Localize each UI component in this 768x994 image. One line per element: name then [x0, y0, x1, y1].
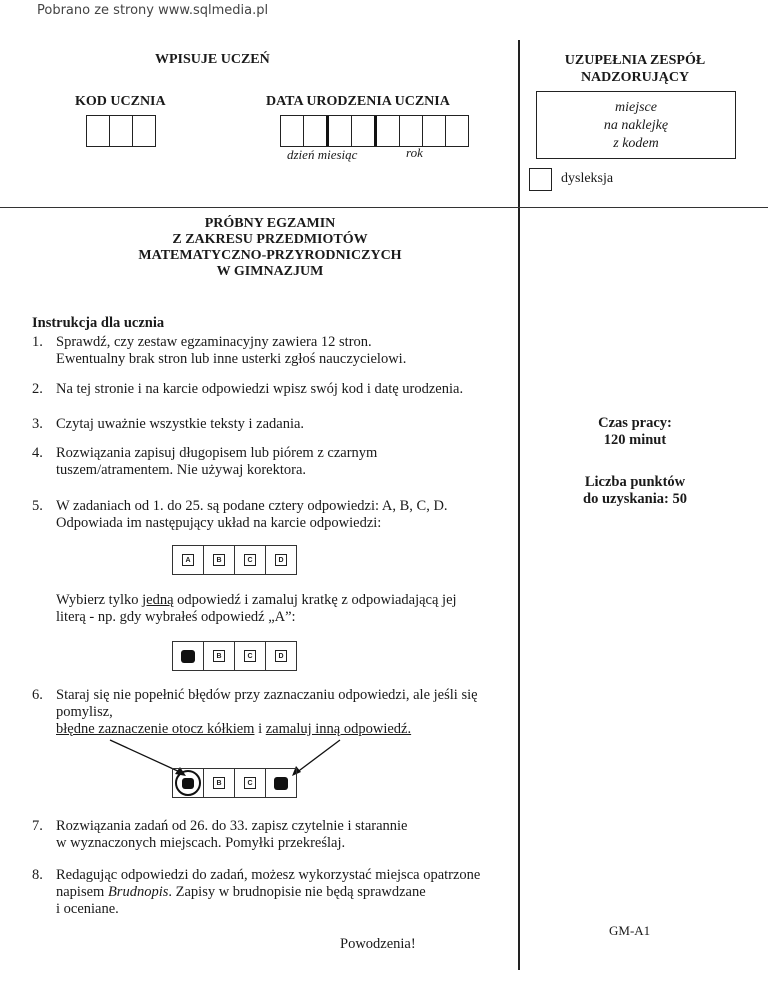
filled-mark-icon	[181, 650, 195, 663]
vertical-divider	[518, 40, 520, 970]
student-code-boxes[interactable]	[86, 115, 156, 147]
year-label: rok	[406, 145, 423, 160]
instruction-item-2: 2. Na tej stronie i na karcie odpowiedzi wpisz swój kod i datę urodzenia.	[32, 381, 464, 397]
dyslexia-label: dysleksja	[561, 171, 614, 186]
birth-label: DATA URODZENIA UCZNIA	[266, 94, 450, 109]
instruction-item-1: 1. Sprawdź, czy zestaw egzaminacyjny zawiera 12 stron. Ewentualny brak stron lub inne usterki zgłoś nauczycielowi.	[32, 334, 407, 367]
instruction-item-7: 7. Rozwiązania zadań od 26. do 33. zapisz czytelnie i starannie w wyznaczonych miejscach. Pomyłki przekreślaj.	[32, 818, 408, 851]
team-label: UZUPEŁNIA ZESPÓŁ NADZORUJĄCY	[564, 53, 706, 85]
instruction-item-8: 8. Redagując odpowiedzi do zadań, możesz wykorzystać miejsca opatrzone napisem Brudnopis. Zapisy w brudnopisie nie będą sprawdzane i oceniane.	[32, 867, 481, 917]
answer-example-empty: A B C D	[172, 545, 297, 575]
instruction-item-3: 3. Czytaj uważnie wszystkie teksty i zadania.	[32, 416, 305, 432]
time-info: Czas pracy: 120 minut	[598, 415, 672, 448]
dyslexia-checkbox[interactable]	[529, 168, 552, 191]
exam-title: PRÓBNY EGZAMIN Z ZAKRESU PRZEDMIOTÓW MATEMATYCZNO-PRZYRODNICZYCH W GIMNAZJUM	[138, 216, 402, 279]
instruction-item-5: 5. W zadaniach od 1. do 25. są podane cztery odpowiedzi: A, B, C, D. Odpowiada im następujący układ na karcie odpowiedzi:	[32, 498, 448, 531]
filled-mark-icon	[274, 777, 288, 790]
exam-code: GM-A1	[609, 923, 651, 938]
student-label: WPISUJE UCZEŃ	[155, 52, 270, 67]
code-label: KOD UCZNIA	[75, 94, 166, 109]
farewell-text: Powodzenia!	[340, 936, 416, 952]
horizontal-divider	[0, 207, 768, 208]
points-info: Liczba punktów do uzyskania: 50	[583, 474, 687, 507]
day-month-label: dzień miesiąc	[287, 147, 358, 162]
birth-date-boxes[interactable]	[280, 115, 469, 147]
answer-example-corrected: B C	[172, 768, 297, 798]
instruction-item-6: 6. Staraj się nie popełnić błędów przy zaznaczaniu odpowiedzi, ale jeśli się pomylisz, błędne zaznaczenie otocz kółkiem i zamaluj inną odpowiedź.	[32, 687, 478, 737]
answer-example-filled: B C D	[172, 641, 297, 671]
instruction-item-4: 4. Rozwiązania zapisuj długopisem lub piórem z czarnym tuszem/atramentem. Nie używaj korektora.	[32, 445, 378, 478]
instructions-heading: Instrukcja dla ucznia	[32, 315, 165, 331]
choose-instruction: Wybierz tylko jedną odpowiedź i zamaluj kratkę z odpowiadającą jej literą - np. gdy wybrałeś odpowiedź „A”:	[56, 592, 457, 625]
sticker-box: miejsce na naklejkę z kodem	[536, 91, 736, 159]
source-text: Pobrano ze strony www.sqlmedia.pl	[37, 3, 269, 18]
circled-mark-icon	[175, 770, 201, 796]
